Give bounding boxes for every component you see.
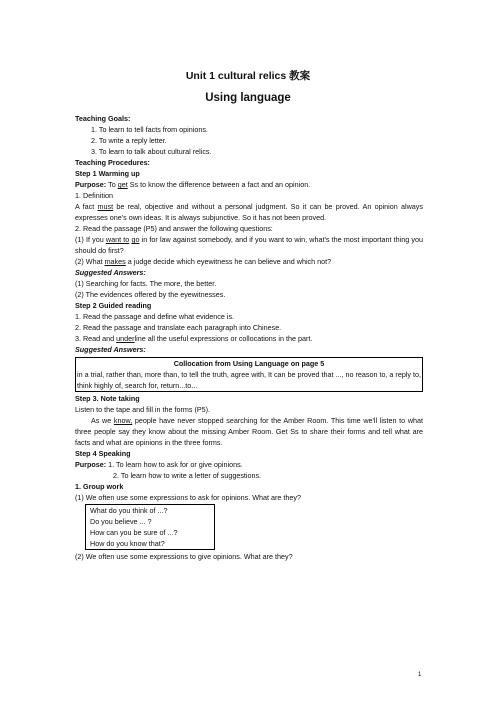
text-run: be real, objective and without a personal judgment. So it can be proved. An opinion always expresses one's own ideas. It is always subjunctive. So it has not been proved.: [75, 202, 423, 222]
text-run: line all the useful expressions or collocations in the part.: [134, 334, 313, 343]
definition-text: [75, 201, 423, 223]
step4-purpose-2: 2. To learn how to write a letter of suggestions.: [113, 471, 262, 480]
step2-item: 2. Read the passage and translate each paragraph into Chinese.: [75, 323, 282, 332]
step3-instruction: Listen to the tape and fill in the forms (P5).: [75, 405, 211, 414]
underlined-word: go: [131, 235, 140, 244]
answer-item: (1) Searching for facts. The more, the better.: [75, 279, 217, 288]
collocation-box-heading: Collocation from Using Language on page 5: [173, 359, 325, 368]
question-1: [75, 234, 423, 256]
answer-item: (2) The evidences offered by the eyewitnesses.: [75, 290, 226, 299]
document-title: Unit 1 cultural relics 教案: [185, 70, 311, 82]
text-run: (1) If you: [75, 235, 106, 244]
goal-item: 1. To learn to tell facts from opinions.: [91, 125, 208, 134]
group-work-heading: 1. Group work: [75, 482, 124, 491]
step1-heading: Step 1 Warming up: [75, 169, 140, 178]
expression-item: How can you be sure of ...?: [90, 528, 178, 537]
text-run: 3. Read and: [75, 334, 117, 343]
step1-purpose: [75, 179, 423, 190]
underlined-word: makes: [104, 257, 126, 266]
expression-item: Do you believe ... ?: [90, 517, 152, 526]
text-run: people have never stopped searching for the Amber Room. This time we'll listen to what three people say they know about the missing Amber Room. Get Ss to share their forms and tell what are facts and what are opinions in the three forms.: [75, 416, 423, 447]
text-run: in for law against somebody, and if you want to win, what's the most important thing you should do first?: [75, 235, 424, 255]
text-run: As we: [91, 416, 114, 425]
collocation-box: [75, 357, 423, 392]
text-run: To: [108, 180, 118, 189]
group-question-2: (2) We often use some expressions to give opinions. What are they?: [75, 552, 293, 561]
step3-paragraph: [75, 415, 423, 448]
document-body: [75, 113, 423, 562]
expressions-box: [85, 504, 215, 550]
text-run: 1. To learn how to ask for or give opinions.: [108, 460, 243, 469]
purpose-label: Purpose:: [75, 180, 109, 189]
underlined-word: under: [116, 334, 135, 343]
expression-item: How do you know that?: [90, 539, 165, 548]
group-question-1: (1) We often use some expressions to ask for opinions. What are they?: [75, 493, 301, 502]
step3-heading: Step 3. Note taking: [75, 394, 140, 403]
step2-item: 1. Read the passage and define what evidence is.: [75, 312, 235, 321]
page-number: 1: [418, 672, 422, 678]
text-run: (2) What: [75, 257, 105, 266]
document-subtitle: Using language: [205, 92, 291, 104]
text-run: a judge decide which eyewitness he can believe and which not?: [125, 257, 332, 266]
procedures-heading: Teaching Procedures:: [75, 158, 150, 167]
question-2: [75, 256, 423, 267]
collocation-box-text: in a trial, rather than, more than, to tell the truth, agree with, It can be proved that ..., no reason to, a reply to, think highly of, search for, return...to...: [77, 370, 421, 390]
step2-heading: Step 2 Guided reading: [75, 301, 152, 310]
underlined-word: must: [97, 202, 114, 211]
questions-intro: 2. Read the passage (P5) and answer the following questions:: [75, 224, 273, 233]
goal-item: 2. To write a reply letter.: [91, 136, 167, 145]
step4-purpose: [75, 459, 423, 470]
suggested-answers-heading: Suggested Answers:: [75, 268, 146, 277]
text-run: A fact: [75, 202, 98, 211]
teaching-goals-heading: Teaching Goals:: [75, 114, 131, 123]
goal-item: 3. To learn to talk about cultural relics.: [91, 147, 212, 156]
underlined-word: get: [117, 180, 128, 189]
expression-item: What do you think of ...?: [90, 506, 168, 515]
underlined-word: know,: [113, 416, 133, 425]
text-run: Ss to know the difference between a fact and an opinion.: [127, 180, 311, 189]
underlined-word: want to: [105, 235, 130, 244]
step4-heading: Step 4 Speaking: [75, 449, 131, 458]
step2-item: [75, 333, 423, 344]
definition-heading: 1. Definition: [75, 191, 113, 200]
suggested-answers-heading: Suggested Answers:: [75, 345, 146, 354]
purpose-label: Purpose:: [75, 460, 109, 469]
